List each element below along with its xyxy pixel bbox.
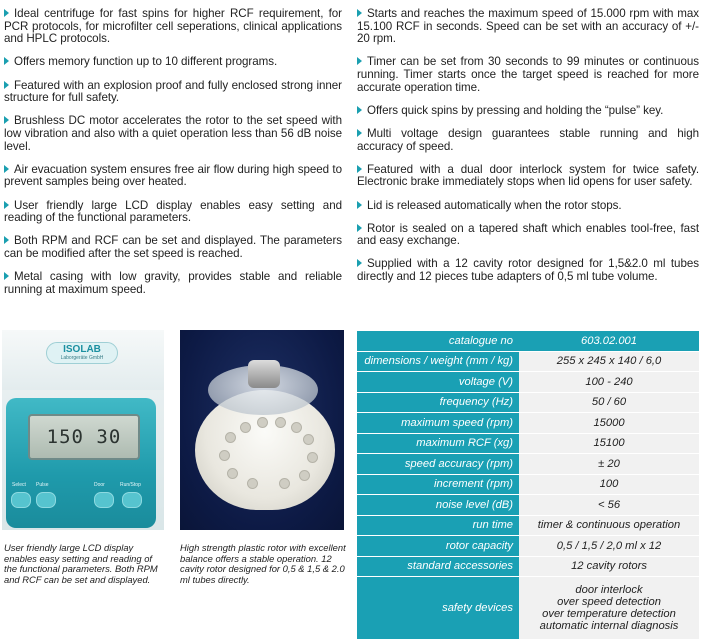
- spec-key: catalogue no: [357, 331, 519, 351]
- spec-key: noise level (dB): [357, 495, 519, 516]
- control-panel: [6, 398, 156, 528]
- lcd-display: 150 30: [28, 414, 140, 460]
- rotor-caption: High strength plastic rotor with excellent balance offers a stable operation. 12 cavity rotor designed for 0,5 & 1,5 & 2.0 ml tubes directly.: [180, 542, 346, 585]
- spec-value: 255 x 245 x 140 / 6,0: [519, 351, 699, 372]
- right-bullet-list: [357, 8, 699, 294]
- device-display-photo: [2, 330, 164, 530]
- table-row: [357, 351, 699, 372]
- key-label: Select: [12, 482, 26, 488]
- bullet-item: Both RPM and RCF can be set and displayed. The parameters can be modified after the set speed is reached.: [4, 234, 342, 260]
- bullet-item: Metal casing with low gravity, provides stable and reliable running at maximum speed.: [4, 270, 342, 296]
- device-caption: User friendly large LCD display enables easy setting and reading of the functional parameters. Both RPM and RCF can be set and displayed.: [4, 542, 158, 585]
- bullet-item: Air evacuation system ensures free air flow during high speed to prevent samples being over heated.: [4, 162, 342, 189]
- arrow-bullet-icon: [357, 165, 362, 173]
- isolab-logo: ISOLAB Laborgeräte GmbH: [46, 342, 118, 364]
- table-row: [357, 536, 699, 557]
- arrow-bullet-icon: [357, 9, 362, 17]
- table-row: [357, 433, 699, 454]
- arrow-bullet-icon: [4, 201, 9, 209]
- spec-value: 15100: [519, 433, 699, 454]
- spec-key: maximum RCF (xg): [357, 433, 519, 454]
- spec-key: rotor capacity: [357, 536, 519, 557]
- spec-value: 100: [519, 474, 699, 495]
- bullet-item: Rotor is sealed on a tapered shaft which enables tool-free, fast and easy exchange.: [357, 221, 699, 248]
- spec-key: standard accessories: [357, 556, 519, 577]
- safety-item: door interlock: [575, 584, 643, 596]
- arrow-bullet-icon: [357, 57, 362, 65]
- table-row: [357, 495, 699, 516]
- spec-key: frequency (Hz): [357, 392, 519, 413]
- spec-value: < 56: [519, 495, 699, 516]
- bullet-item: Starts and reaches the maximum speed of 15.000 rpm with max 15.100 RCF in seconds. Speed can be set with an accuracy of +/- 20 rpm.: [357, 7, 699, 46]
- pulse-key-icon: [36, 492, 56, 508]
- bullet-item: Featured with a dual door interlock system for twice safety. Electronic brake immediately stops when lid opens for user safety.: [357, 162, 699, 189]
- rotor-knob-image: [248, 360, 280, 388]
- bullet-item: Lid is released automatically when the rotor stops.: [357, 200, 699, 213]
- arrow-bullet-icon: [4, 57, 9, 65]
- arrow-bullet-icon: [4, 116, 9, 124]
- spec-key: run time: [357, 515, 519, 536]
- spec-value: 100 - 240: [519, 372, 699, 393]
- arrow-bullet-icon: [4, 236, 9, 244]
- spec-value: 50 / 60: [519, 392, 699, 413]
- safety-item: over speed detection: [557, 596, 661, 608]
- arrow-bullet-icon: [357, 259, 362, 267]
- bullet-item: Offers memory function up to 10 different programs.: [4, 56, 342, 69]
- spec-value: 12 cavity rotors: [519, 556, 699, 577]
- arrow-bullet-icon: [4, 81, 9, 89]
- spec-value: ± 20: [519, 454, 699, 475]
- select-key-icon: [11, 492, 31, 508]
- spec-value: 15000: [519, 413, 699, 434]
- spec-key: speed accuracy (rpm): [357, 454, 519, 475]
- bullet-item: Offers quick spins by pressing and holding the “pulse” key.: [357, 105, 699, 118]
- bullet-item: Brushless DC motor accelerates the rotor to the set speed with low vibration and also with a quiet operation less than 56 dB noise level.: [4, 114, 342, 153]
- table-header-row: [357, 331, 699, 351]
- table-row: [357, 515, 699, 536]
- arrow-bullet-icon: [357, 224, 362, 232]
- specification-table: [357, 331, 699, 640]
- bullet-item: Multi voltage design guarantees stable running and high accuracy of speed.: [357, 126, 699, 153]
- key-label: Door: [94, 482, 105, 488]
- arrow-bullet-icon: [4, 272, 9, 280]
- spec-key: dimensions / weight (mm / kg): [357, 351, 519, 372]
- table-row: [357, 392, 699, 413]
- table-row-safety: [357, 577, 699, 640]
- table-row: [357, 454, 699, 475]
- key-label: Run/Stop: [120, 482, 141, 488]
- spec-value: [519, 577, 699, 640]
- table-row: [357, 474, 699, 495]
- spec-value: 0,5 / 1,5 / 2,0 ml x 12: [519, 536, 699, 557]
- key-label: Pulse: [36, 482, 49, 488]
- spec-key: voltage (V): [357, 372, 519, 393]
- run-stop-key-icon: [122, 492, 142, 508]
- spec-value: 603.02.001: [519, 331, 699, 351]
- arrow-bullet-icon: [357, 129, 362, 137]
- bullet-item: Timer can be set from 30 seconds to 99 minutes or continuous running. Timer starts once the target speed is reached for more accurate operation time.: [357, 55, 699, 94]
- arrow-bullet-icon: [357, 106, 362, 114]
- spec-value: timer & continuous operation: [519, 515, 699, 536]
- bullet-item: Featured with an explosion proof and fully enclosed strong inner structure for full safety.: [4, 78, 342, 105]
- spec-key: safety devices: [357, 577, 519, 640]
- arrow-bullet-icon: [4, 9, 9, 17]
- safety-item: over temperature detection: [542, 608, 676, 620]
- door-key-icon: [94, 492, 114, 508]
- table-row: [357, 556, 699, 577]
- spec-key: maximum speed (rpm): [357, 413, 519, 434]
- table-row: [357, 413, 699, 434]
- safety-item: automatic internal diagnosis: [539, 620, 679, 632]
- bullet-item: User friendly large LCD display enables easy setting and reading of the functional parameters.: [4, 198, 342, 225]
- bullet-item: Ideal centrifuge for fast spins for higher RCF requirement, for PCR protocols, for microfilter cell seperations, clinical applications and HPLC protocols.: [4, 7, 342, 46]
- table-row: [357, 372, 699, 393]
- arrow-bullet-icon: [4, 165, 9, 173]
- arrow-bullet-icon: [357, 201, 362, 209]
- left-bullet-list: [4, 8, 342, 307]
- spec-key: increment (rpm): [357, 474, 519, 495]
- bullet-item: Supplied with a 12 cavity rotor designed for 1,5&2.0 ml tubes directly and 12 pieces tube adapters of 0,5 ml tube volume.: [357, 257, 699, 284]
- rotor-photo: [180, 330, 344, 530]
